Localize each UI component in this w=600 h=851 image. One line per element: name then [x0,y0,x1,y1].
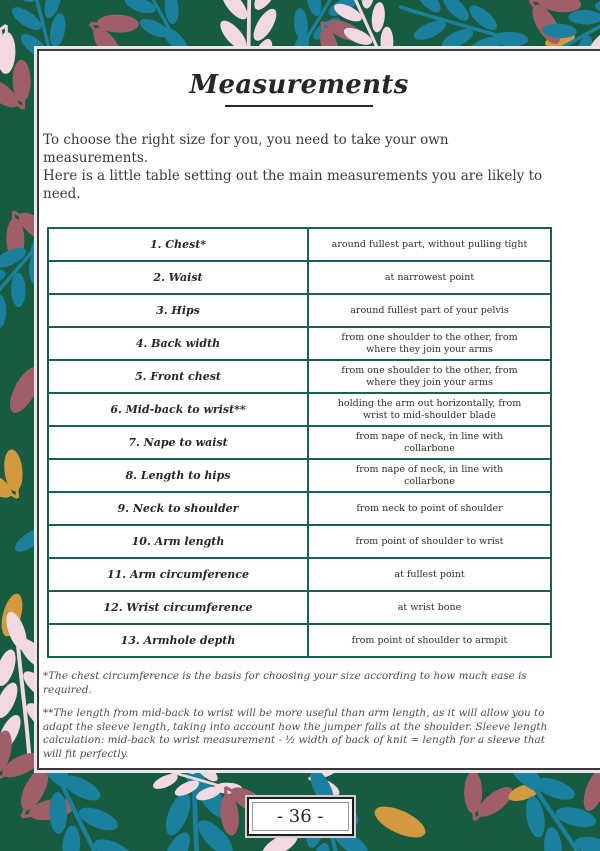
measurement-label: 5. Front chest [48,360,308,393]
measurement-row [48,327,551,360]
measurement-description: from nape of neck, in line with collarbone [308,426,551,459]
measurement-description: at narrowest point [308,261,551,294]
measurement-row [48,459,551,492]
measurement-label: 8. Length to hips [48,459,308,492]
page-content [42,71,556,762]
measurement-description: from neck to point of shoulder [308,492,551,525]
page-number-box [247,797,354,836]
measurement-label: 3. Hips [48,294,308,327]
measurement-description: from one shoulder to the other, from where they join your arms [308,360,551,393]
measurement-row [48,591,551,624]
footnote-chest: *The chest circumference is the basis for choosing your size according to how much ease is required. [43,670,527,697]
measurement-row [48,393,551,426]
measurement-row [48,426,551,459]
measurement-description: from point of shoulder to wrist [308,525,551,558]
measurement-label: 4. Back width [48,327,308,360]
measurements-table [47,227,552,658]
measurement-label: 9. Neck to shoulder [48,492,308,525]
measurement-label: 11. Arm circumference [48,558,308,591]
measurement-row [48,525,551,558]
measurement-description: from point of shoulder to armpit [308,624,551,657]
measurement-row [48,228,551,261]
page-title: Measurements [189,70,409,100]
measurement-row [48,360,551,393]
measurement-label: 2. Waist [48,261,308,294]
measurement-label: 6. Mid-back to wrist** [48,393,308,426]
measurement-description: at wrist bone [308,591,551,624]
measurement-description: around fullest part of your pelvis [308,294,551,327]
measurement-row [48,492,551,525]
measurement-description: from nape of neck, in line with collarbone [308,459,551,492]
measurement-description: around fullest part, without pulling tight [308,228,551,261]
title-underline [225,105,373,108]
measurement-row [48,624,551,657]
intro-line-1: To choose the right size for you, you need to take your own measurements. [43,132,449,166]
measurement-row [48,261,551,294]
measurement-label: 13. Armhole depth [48,624,308,657]
intro-text [43,132,556,203]
footnote-sleeve-length: **The length from mid-back to wrist will be more useful than arm length, as it will allow you to adapt the sleeve length, taking into account how the jumper falls at the shoulder. Sleeve length calculation: mid-back to wrist measurement - ½ width of back of knit = length for a sleeve that will fit perfectly. [43,706,548,761]
measurement-row [48,294,551,327]
intro-line-2: Here is a little table setting out the main measurements you are likely to need. [43,167,543,202]
measurement-row [48,558,551,591]
measurement-label: 7. Nape to waist [48,426,308,459]
measurement-label: 1. Chest* [48,228,308,261]
page-panel [37,49,600,770]
measurement-label: 12. Wrist circumference [48,591,308,624]
page-number: - 36 - [252,802,349,831]
measurement-description: from one shoulder to the other, from where they join your arms [308,327,551,360]
measurement-description: holding the arm out horizontally, from wrist to mid-shoulder blade [308,393,551,426]
measurement-description: at fullest point [308,558,551,591]
measurement-label: 10. Arm length [48,525,308,558]
